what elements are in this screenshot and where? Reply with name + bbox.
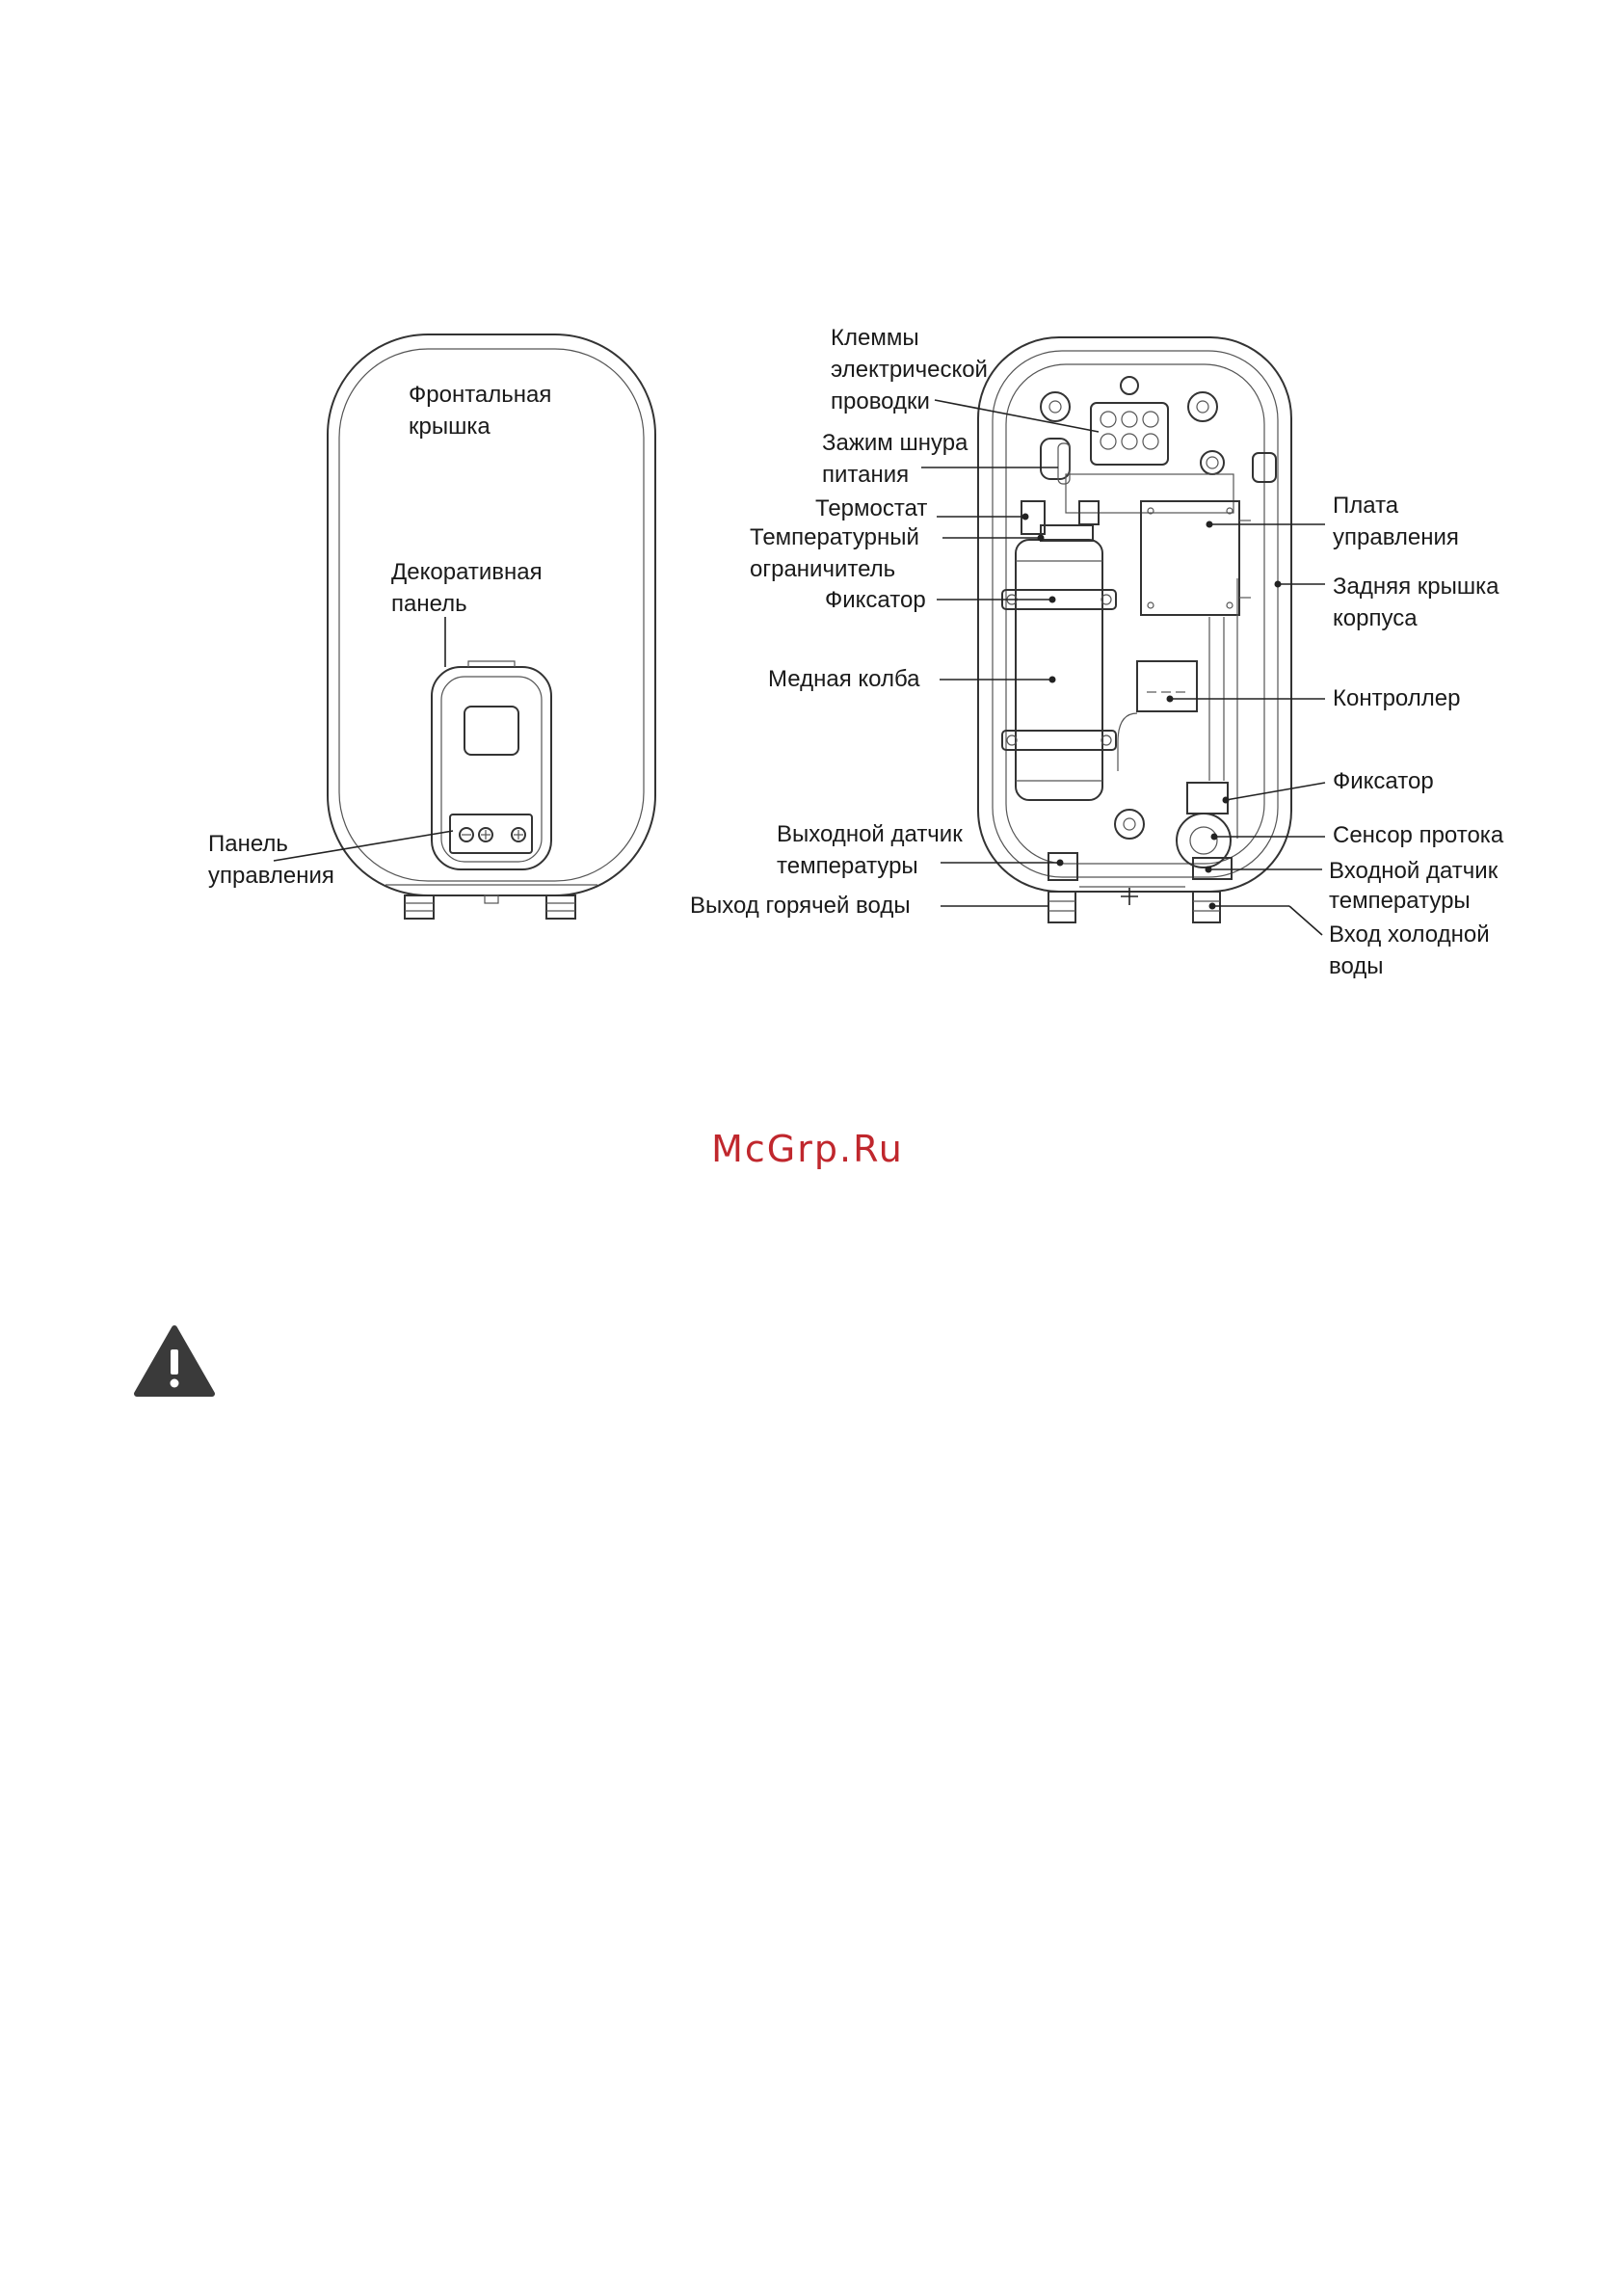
label-decorative-panel <box>391 559 543 667</box>
fixer-right-text: Фиксатор <box>1333 768 1434 794</box>
control-panel-line2: управления <box>208 863 334 889</box>
decor-panel-line2: панель <box>391 591 467 617</box>
front-cover-line1: Фронтальная <box>409 382 552 408</box>
cord-clamp-line1: Зажим шнура <box>822 430 968 456</box>
label-copper-flask <box>768 666 1056 692</box>
cord-clamp-line2: питания <box>822 462 910 488</box>
label-front-cover <box>409 382 551 440</box>
decor-panel-line1: Декоративная <box>391 559 543 585</box>
terminal-block <box>1091 377 1168 465</box>
label-thermostat <box>815 495 1029 521</box>
control-board <box>1141 501 1251 615</box>
terminals-line3: проводки <box>831 388 930 414</box>
flow-sensor-text: Сенсор протока <box>1333 822 1504 848</box>
cold-inlet-line1: Вход холодной <box>1329 921 1490 948</box>
fixer-left-text: Фиксатор <box>825 587 926 613</box>
label-fixer-right <box>1223 768 1434 804</box>
label-flow-sensor <box>1211 822 1504 848</box>
back-cover-line1: Задняя крышка <box>1333 574 1499 600</box>
terminals-line1: Клеммы <box>831 325 919 351</box>
front-view <box>208 334 655 919</box>
back-cover-line2: корпуса <box>1333 605 1418 631</box>
label-outlet-sensor <box>777 821 1064 879</box>
watermark-text: McGrp.Ru <box>711 1128 904 1170</box>
front-connectors <box>405 895 575 919</box>
label-temp-limiter <box>750 524 1045 582</box>
controller <box>1118 661 1197 771</box>
hot-outlet-text: Выход горячей воды <box>690 893 911 919</box>
outlet-sensor-line2: температуры <box>777 853 918 879</box>
copper-flask <box>1002 540 1116 800</box>
temp-limiter-line1: Температурный <box>750 524 919 550</box>
label-hot-outlet <box>690 893 1048 919</box>
warning-triangle-icon <box>137 1328 212 1394</box>
flow-sensor <box>1177 814 1231 868</box>
control-board-line2: управления <box>1333 524 1459 550</box>
cold-inlet-line2: воды <box>1329 953 1384 979</box>
thermostat-text: Термостат <box>815 495 928 521</box>
label-terminals <box>831 325 1099 432</box>
control-panel <box>450 814 532 853</box>
interior-view <box>690 325 1504 979</box>
label-control-board <box>1207 493 1459 550</box>
terminals-line2: электрической <box>831 357 988 383</box>
front-cover-line2: крышка <box>409 414 491 440</box>
label-cord-clamp <box>822 430 1058 488</box>
control-board-line1: Плата <box>1333 493 1399 519</box>
temp-limiter-line2: ограничитель <box>750 556 896 582</box>
inlet-sensor-line2: температуры <box>1329 888 1471 914</box>
outlet-sensor-line1: Выходной датчик <box>777 821 963 847</box>
label-back-cover <box>1275 574 1500 631</box>
inlet-sensor-line1: Входной датчик <box>1329 858 1499 884</box>
copper-flask-text: Медная колба <box>768 666 920 692</box>
label-cold-inlet <box>1209 903 1490 980</box>
label-controller <box>1167 685 1461 711</box>
control-panel-line1: Панель <box>208 831 288 857</box>
controller-text: Контроллер <box>1333 685 1461 711</box>
